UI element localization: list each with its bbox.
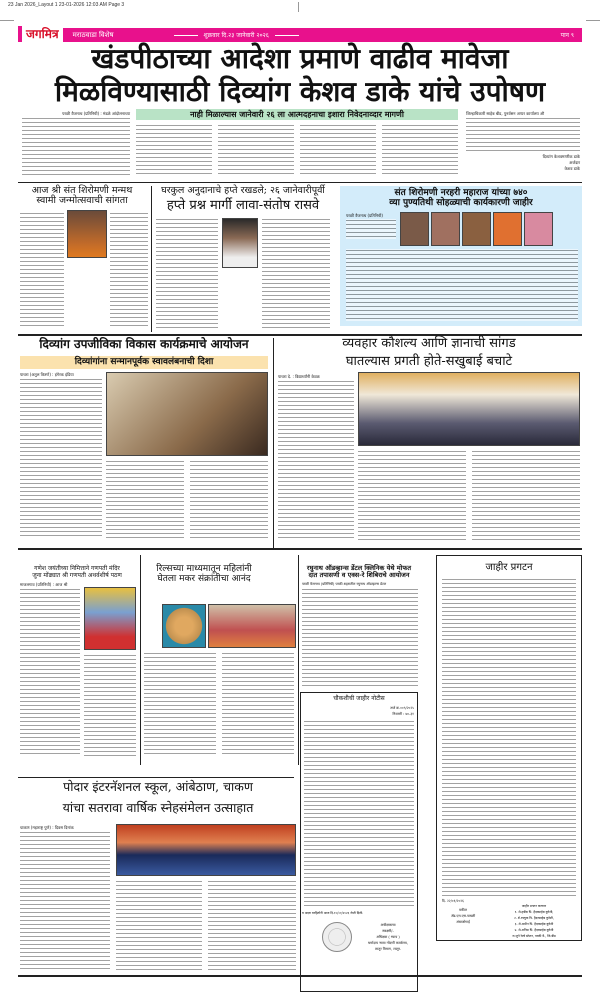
issuer-line: ४. शे.अनिस पि. हैदरसाहेब कुरेशी (514, 928, 554, 932)
lead-lead-in: परळी वैजनाथ (प्रतिनिधी) : मंडळे आंदोलनाच्या (62, 111, 130, 116)
lead-column-6 (466, 117, 580, 153)
notice-pragatan-date: दि. २२/०१/२०२६ (442, 899, 464, 903)
crop-mark (586, 20, 600, 21)
issuer-line: २. शे.रफ्युक पि. हैदरसाहेब कुरेशी, (514, 916, 554, 920)
sakhubai-photo (358, 372, 580, 446)
notice-date-line: निशाणी : ७०-३१ (392, 712, 414, 716)
date-text: शुक्रवार दि.२३ जानेवारी २०२६ (203, 32, 269, 39)
signoff-line: केशव डाके (564, 166, 580, 171)
gharkul-column-1 (156, 218, 218, 328)
sign-line: अधिक्षक ( भ्याय ) (376, 935, 400, 939)
podar-lead-in: चाकण (महाराष्ट्र पुणे) : दिवस दिनांक (20, 825, 74, 830)
gharkul-headline-1: घरकुल अनुदानाचे हप्ते रखडले; २६ जानेवारीपूर्वी (161, 185, 325, 196)
notice-advocate (440, 907, 486, 925)
manmath-column-1 (20, 212, 64, 327)
sakhubai-headline-1: व्यवहार कौशल्य आणि ज्ञानाची सांगड (342, 336, 516, 351)
sign-line: अधीक्षकाचा (380, 923, 396, 927)
section-label: मराठवाडा विशेष (72, 30, 114, 39)
manmath-headline (18, 186, 146, 207)
reels-column-2 (222, 652, 294, 756)
official-seal-icon (322, 922, 352, 952)
notice-signature (360, 922, 416, 952)
signoff-line: अर्जदार (569, 160, 580, 165)
gharkul-headline-2: हप्ते प्रश्न मार्गी लावा-संतोष रासवे (166, 198, 320, 213)
issuer-line: जाहीर प्रगटन करणार (521, 904, 547, 908)
sign-line: लातूर विभाग, लातूर. (374, 947, 402, 951)
ganesh-photo (84, 587, 136, 650)
reels-column-1 (144, 652, 216, 756)
podar-photo (116, 824, 296, 876)
divider (18, 975, 582, 977)
manmath-column-2 (110, 212, 148, 327)
lead-subhead: नाही मिळाल्यास जानेवारी २६ ला आत्मदहनाचा इशारा निवेदनाव्दार मागणी (136, 109, 458, 120)
divyang-subhead: दिव्यांगांना सन्मानपूर्वक स्वावलंबनाची दिशा (20, 356, 268, 369)
narhari-headline (344, 189, 578, 209)
reels-photo-1 (162, 604, 206, 648)
headline-line: आज श्री संत शिरोमणी मन्मथ (31, 185, 133, 196)
divyang-column-3 (190, 460, 268, 538)
podar-column-2 (116, 880, 202, 972)
divider (140, 555, 141, 765)
member-photo (400, 212, 429, 246)
issue-date (174, 31, 299, 39)
issuer-line: रा.जुने रेल्वे स्टेशन, परळी वै., जि.बीड (512, 934, 556, 938)
register-mark (298, 2, 299, 12)
ganesh-column-2 (84, 654, 136, 756)
divider (18, 777, 294, 778)
sakhubai-column-3 (472, 450, 580, 540)
headline-line: संत शिरोमणी नरहरी महाराज यांच्या ७४० (394, 188, 528, 198)
ganesh-headline (18, 566, 136, 579)
podar-column-3 (208, 880, 296, 972)
lead-headline-1: खंडपीठाच्या आदेशा प्रमाणे वाढीव मावेजा (91, 42, 509, 75)
sakhubai-column-2 (358, 450, 466, 540)
notice-pragatan-body (442, 578, 576, 896)
divider (275, 35, 299, 36)
sign-line: स्वाक्षरी/- (382, 929, 394, 933)
headline-line: रघुनाथ ऑडव्हान्स डेंटल क्लिनिक येथे मोफत (306, 564, 412, 572)
headline-line: दात तपासणी व एक्स-रे शिबिराचे आयोजन (308, 571, 410, 580)
gharkul-photo (222, 218, 258, 268)
advocate-line: वकील (459, 908, 467, 912)
advocate-line: ॲड.एम.एस.पाखरी (450, 914, 476, 918)
divyang-column-2 (106, 460, 184, 538)
lead-column-5 (382, 124, 458, 176)
member-photo (462, 212, 491, 246)
sakhubai-lead-in: पाथरा दे. : विद्यार्थ्यांनी केवळ (278, 374, 320, 379)
podar-column-1 (20, 831, 110, 971)
notice-issuers (488, 903, 580, 939)
narhari-body (346, 249, 578, 321)
ganesh-lead-in: माजलगाव (प्रतिनिधी) : आज श्री (20, 582, 68, 587)
issuer-line: ३. शे.अमीन पि. हैदरसाहेब कुरेशी (514, 922, 554, 926)
sakhubai-column-1 (278, 380, 354, 540)
crop-mark (0, 20, 14, 21)
divider (298, 555, 299, 765)
headline-line: घेतला मकर संक्रांतीचा आनंद (157, 573, 251, 584)
reels-photo-2 (208, 604, 296, 648)
advocate-line: अंबाजोगाई (456, 920, 470, 924)
notice-chowkashi-body (304, 720, 414, 908)
lead-right-lead: जिल्हाधिकारी साहेब बीड, पुनर्वसन अप्पर कार्यालय औ (466, 111, 545, 116)
lead-column-2 (136, 124, 212, 176)
lead-column-1 (22, 117, 130, 175)
divider (18, 548, 582, 550)
narhari-lead-in: परळी वैजनाथ (प्रतिनिधी) (346, 213, 383, 218)
dental-body (302, 588, 418, 688)
notice-case-no: अर्ज क्र.००९/२०२५ (389, 706, 414, 710)
divider (151, 186, 152, 332)
page-number: पान ९ (560, 32, 574, 39)
issuer-line: १. शे.हबीब पि. हैदरसाहेब कुरेशी, (514, 910, 554, 914)
member-photo (431, 212, 460, 246)
narhari-column-1 (346, 219, 396, 239)
divyang-column-1 (20, 378, 102, 538)
print-slug: 23 Jan 2026_Layout 1 23-01-2026 12:03 AM Page 3 (8, 2, 125, 8)
notice-footer-date: व आज्ञा वरहितोंनी आज दि.१०/०१/२०२६ रोजी दिली. (302, 911, 364, 915)
manmath-photo (67, 210, 107, 258)
lead-column-4 (300, 124, 376, 176)
divider (273, 338, 274, 548)
lead-column-3 (218, 124, 294, 176)
headline-line: जुना मोंढ्यात श्री गणपती अथर्वशीर्ष पठण (32, 571, 122, 579)
notice-pragatan-title: जाहीर प्रगटन (485, 562, 533, 573)
reels-headline (142, 565, 266, 585)
headline-line: गणेश जयंतीच्या निमित्ताने गणपती मंदिर (34, 565, 120, 572)
signoff-line: दिव्यांग केशवमाणीक डाके (542, 154, 580, 159)
dental-lead-in: परळी वैजनाथ (प्रतिनिधी) परळी शहरातील रघुनाथ ऑडव्हान्स डेंटल (302, 582, 387, 586)
masthead-band (18, 28, 582, 42)
podar-headline-1: पोदार इंटरनॅशनल स्कूल, आंबेठाण, चाकण (63, 779, 253, 794)
dental-headline (300, 565, 418, 579)
ganesh-column-1 (20, 588, 80, 756)
divider (174, 35, 198, 36)
sakhubai-headline-2: घातल्यास प्रगती होते-सखुबाई बचाटे (345, 354, 513, 369)
member-photo (493, 212, 522, 246)
logo: जगमित्र (18, 26, 63, 42)
member-photo (524, 212, 553, 246)
notice-chowkashi-title: चौकशीची जाहीर नोटीस (333, 695, 385, 702)
divider (18, 182, 582, 183)
divyang-photo (106, 372, 268, 456)
divyang-headline: दिव्यांग उपजीविका विकास कार्यक्रमाचे आयोजन (39, 337, 249, 351)
gharkul-column-2 (262, 218, 330, 328)
divyang-lead-in: पाथरा (अतुल किरणे) : हंगेरक इंडिया (20, 372, 74, 377)
headline-line: स्वामी जन्मोत्सवाची सांगता (36, 195, 128, 207)
headline-line: व्या पुण्यतिथी सोहळ्याची कार्यकारणी जाहीर (389, 197, 533, 208)
lead-signoff (466, 154, 580, 172)
headline-line: रिल्सच्या माध्यमातून महिलांनी (156, 564, 252, 574)
lead-headline-2: मिळविण्यासाठी दिव्यांग केशव डाके यांचे उपोषण (54, 75, 546, 108)
podar-headline-2: यांचा सतरावा वार्षिक स्नेहसंमेलन उत्साहात (62, 800, 254, 815)
sign-line: धर्मादाय भ्याय नोंदणी कार्यालय, (368, 941, 408, 945)
